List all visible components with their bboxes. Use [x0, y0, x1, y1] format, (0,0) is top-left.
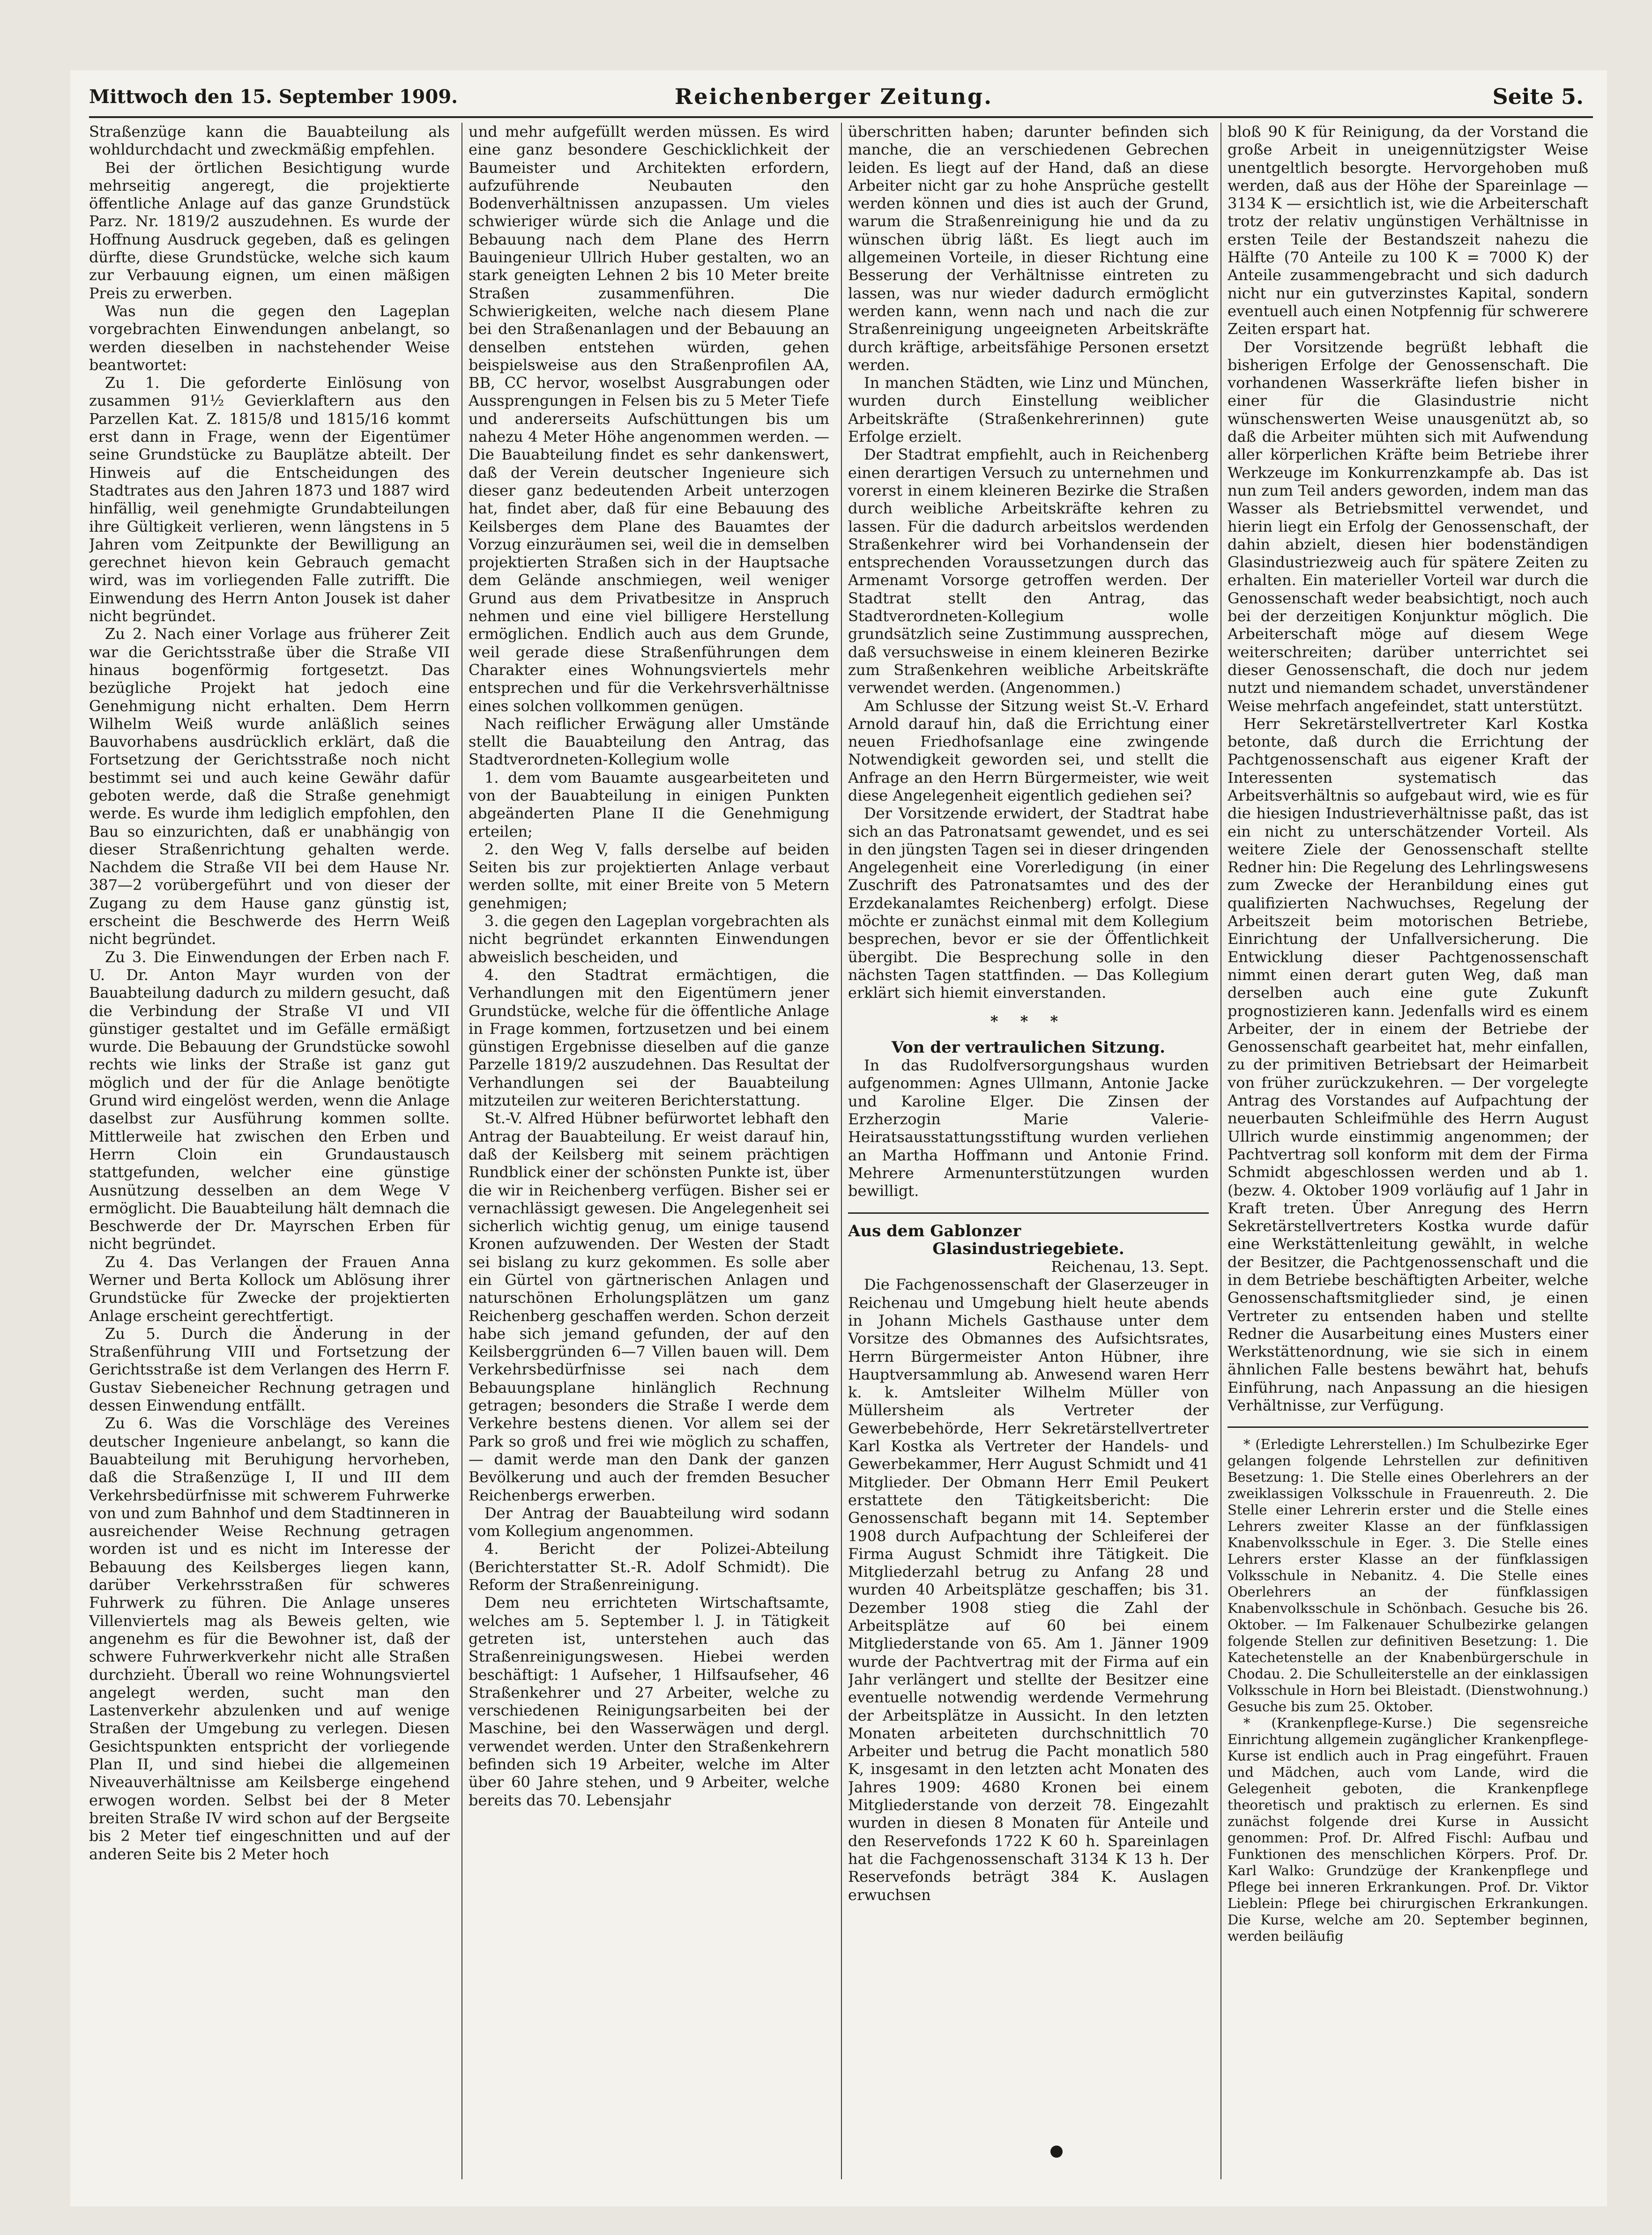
paragraph: Die Fachgenossenschaft der Glaserzeuger in Reichenau und Umgebung hielt heute abends in Johann Michels Gasthause unter dem Vorsitze des Obmannes des Aufsichtsrates, Herrn Bürgermeister Anton Hübner, ihre Hauptversammlung ab. Anwesend waren Herr k. k. Amtsleiter Wilhelm Müller von Müllersheim als Vertreter der Gewerbebehörde, Herr Sekretärstellvertreter Karl Kostka als Vertreter der Handels- und Gewerbekammer, Herr August Schmidt und 41 Mitglieder. Der Obmann Herr Emil Peukert erstattete den Tätigkeitsbericht: Die Genossenschaft begann mit 14. September 1908 durch Aufpachtung der Schleiferei der Firma August Schmidt ihre Tätigkeit. Die Mitgliederzahl betrug zu Anfang 28 und wurden 40 Arbeitsplätze geschaffen; bis 31. Dezember 1908 stieg die Zahl der Arbeitsplätze auf 60 bei einem Mitgliederstande von 65. Am 1. Jänner 1909 wurde der Pachtvertrag mit der Firma auf ein Jahr verlängert und stellte der Besitzer eine eventuelle notwendig werdende Vermehrung der Arbeitsplätze in Aussicht. In den letzten Monaten arbeiteten durchschnittlich 70 Arbeiter und betrug die Pacht monatlich 580 K, insgesamt in den letzten acht Monaten des Jahres 1909: 4680 Kronen bei einem Mitgliederstande von derzeit 78. Eingezahlt wurden in diesen 8 Monaten für Anteile und den Reservefonds 1722 K 60 h. Spareinlagen hat die Fachgenossenschaft 3134 K 13 h. Der Reservefonds beträgt 384 K. Auslagen erwuchsen: [848, 1276, 1209, 1904]
paragraph: Am Schlusse der Sitzung weist St.-V. Erhard Arnold darauf hin, daß die Errichtung einer neuen Friedhofsanlage eine zwingende Notwendigkeit geworden sei, und stellt die Anfrage an den Herrn Bürgermeister, wie weit diese Angelegenheit eigentlich gediehen sei?: [848, 697, 1209, 804]
paragraph: Zu 2. Nach einer Vorlage aus früherer Zeit war die Gerichtsstraße über die Straße VII hinaus bogenförmig fortgesetzt. Das bezügliche Projekt hat jedoch eine Genehmigung nicht erhalten. Dem Herrn Wilhelm Weiß wurde anläßlich seines Bauvorhabens ausdrücklich erklärt, daß die Fortsetzung der Gerichtsstraße noch nicht bestimmt sei und auch keine Gewähr dafür geboten werde, daß die Straße genehmigt werde. Es wurde ihm lediglich empfohlen, den Bau so einzurichten, daß er unabhängig von dieser Straßenrichtung gehalten werde. Nachdem die Straße VII bei dem Hause Nr. 387—2 vorübergeführt und von dieser der Zugang zu dem Hause ganz günstig ist, erscheint die Beschwerde des Herrn Weiß nicht begründet.: [89, 625, 450, 948]
paragraph: In manchen Städten, wie Linz und München, wurden durch Einstellung weiblicher Arbeitskräfte (Straßenkehrerinnen) gute Erfolge erzielt.: [848, 374, 1209, 446]
column-3: [848, 123, 1209, 2179]
section-separator: * * *: [990, 1012, 1067, 1030]
section-heading: Aus dem Gablonzer: [848, 1221, 1021, 1240]
paragraph: Der Antrag der Bauabteilung wird sodann vom Kollegium angenommen.: [469, 1504, 829, 1540]
paragraph: bloß 90 K für Reinigung, da der Vorstand die große Arbeit in uneigennützigster Weise unentgeltlich besorgte. Hervorgehoben muß werden, daß aus der Höhe der Spareinlage — 3134 K — ersichtlich ist, wie die Arbeiterschaft trotz der relativ ungünstigen Verhältnisse in ersten Teile der Bestandszeit nahezu die Hälfte (70 Anteile zu 100 K = 7000 K) der Anteile zusammengebracht und sich dadurch nicht nur ein gutverzinstes Kapital, sondern eventuell auch einen Notpfennig für schwerere Zeiten erspart hat.: [1228, 123, 1588, 338]
paragraph: Nach reiflicher Erwägung aller Umstände stellt die Bauabteilung den Antrag, das Stadtverordneten-Kollegium wolle: [469, 714, 829, 769]
paragraph: 4. den Stadtrat ermächtigen, die Verhandlungen mit den Eigentümern jener Grundstücke, welche für die öffentliche Anlage in Frage kommen, fortzusetzen und bei einem günstigen Ergebnisse dieselben auf die ganze Parzelle 1819/2 auszudehnen. Das Resultat der Verhandlungen sei der Bauabteilung mitzuteilen zur weiteren Berichterstattung.: [469, 965, 829, 1110]
paragraph: Herr Sekretärstellvertreter Karl Kostka betonte, daß durch die Errichtung der Pachtgenossenschaft aus eigener Kraft der Interessenten systematisch das Arbeitsverhältnis so aufgebaut wird, wie es für die hiesigen Industrieverhältnisse paßt, das ist ein nicht zu unterschätzender Vorteil. Als weitere Ziele der Genossenschaft stellte Redner hin: Die Regelung des Lehrlingswesens zum Zwecke der Heranbildung eines gut qualifizierten Nachwuchses, Regelung der Arbeitszeit beim motorischen Betriebe, Einrichtung der Unfallversicherung. Die Entwicklung dieser Pachtgenossenschaft nimmt einen derart guten Weg, daß man derselben auch eine gute Zukunft prognostizieren kann. Jedenfalls wird es einem Arbeiter, der in einem der Betriebe der Genossenschaft gearbeitet hat, mehr einfallen, zu der primitiven Betriebsart der Heimarbeit von früher zurückzukehren. — Der vorgelegte Antrag des Vorstandes auf Aufpachtung der neuerbauten Schleifmühle des Herrn August Ullrich wurde einstimmig angenommen; der Pachtvertrag soll konform mit dem der Firma Schmidt abgeschlossen werden und ab 1. (bezw. 4. Oktober 1909 vorläufig auf 1 Jahr in Kraft treten. Über Anregung des Herrn Sekretärstellvertreters Kostka wurde dafür eine Werkstättenleitung gewählt, in welche der Besitzer, die Pachtgenossenschaft und die in dem Betriebe beschäftigten Arbeiter, welche Genossenschaftsmitglieder sind, je einen Vertreter zu entsenden haben und stellte Redner die Ausarbeitung eines Musters einer Werkstättenordnung, wie sie sich in einem ähnlichen Falle bestens bewährt hat, behufs Einführung, nach Anpassung an die hiesigen Verhältnisse, zur Verfügung.: [1228, 714, 1588, 1415]
paragraph: Bei der örtlichen Besichtigung wurde mehrseitig angeregt, die projektierte öffentliche Anlage auf das ganze Grundstück Parz. Nr. 1819/2 auszudehnen. Es wurde der Hoffnung Ausdruck gegeben, daß es gelingen dürfte, diese Grundstücke, welche sich kaum zur Verbauung eignen, um einen mäßigen Preis zu erwerben.: [89, 158, 450, 302]
paragraph: überschritten haben; darunter befinden sich manche, die an verschiedenen Gebrechen leiden. Es liegt auf der Hand, daß an diese Arbeiter nicht gar zu hohe Ansprüche gestellt werden können und dies ist auch der Grund, warum die Straßenreinigung hie und da zu wünschen übrig läßt. Es liegt auch im allgemeinen Vorteile, in dieser Richtung eine Besserung der Verhältnisse eintreten zu lassen, was nur wieder dadurch ermöglicht werden kann, wenn nach und nach die zur Straßenreinigung ungeeigneten Arbeitskräfte durch kräftige, arbeitsfähige Personen ersetzt werden.: [848, 123, 1209, 374]
paragraph: 2. den Weg V, falls derselbe auf beiden Seiten bis zur projektierten Anlage verbaut werden sollte, mit einer Breite von 5 Metern genehmigen;: [469, 840, 829, 912]
header-rule: [89, 116, 1593, 118]
section-heading: Von der vertraulichen Sitzung.: [891, 1038, 1166, 1057]
paragraph: Zu 5. Durch die Änderung in der Straßenführung VIII und Fortsetzung der Gerichtsstraße ist dem Verlangen des Herrn F. Gustav Siebeneicher Rechnung getragen und dessen Einwendung entfällt.: [89, 1324, 450, 1415]
paragraph: Zu 4. Das Verlangen der Frauen Anna Werner und Berta Kollock um Ablösung ihrer Grundstücke für Zwecke der projektierten Anlage erscheint gerechtfertigt.: [89, 1253, 450, 1325]
paragraph: Dem neu errichteten Wirtschaftsamte, welches am 5. September l. J. in Tätigkeit getreten ist, unterstehen auch das Straßenreinigungswesen. Hiebei werden beschäftigt: 1 Aufseher, 1 Hilfsaufseher, 46 Straßenkehrer und 27 Arbeiter, welche zu verschiedenen Reinigungsarbeiten bei der Maschine, bei den Wasserwägen und dergl. verwendet werden. Unter den Straßenkehrern befinden sich 19 Arbeiter, welche im Alter über 60 Jahre stehen, und 9 Arbeiter, welche bereits das 70. Lebensjahr: [469, 1594, 829, 1809]
column-rule: [1220, 123, 1221, 2179]
paragraph: Zu 3. Die Einwendungen der Erben nach F. U. Dr. Anton Mayr wurden von der Bauabteilung dadurch zu mildern gesucht, daß die Verbindung der Straße VI und VII günstiger gestaltet und im Gefälle ermäßigt wurde. Die Bebauung der Grundstücke sowohl rechts wie links der Straße ist ganz gut möglich und der für die Anlage benötigte Grund wird eingelöst werden, wenn die Anlage daselbst zur Ausführung kommen sollte. Mittlerweile hat zwischen den Erben und Herrn Cloin ein Grundaustausch stattgefunden, welcher eine günstige Ausnützung desselben an dem Wege V ermöglicht. Die Bauabteilung hält demnach die Beschwerde der Dr. Mayrschen Erben für nicht begründet.: [89, 948, 450, 1253]
section-rule: [848, 1212, 1209, 1214]
paragraph: In das Rudolfversorgungshaus wurden aufgenommen: Agnes Ullmann, Antonie Jacke und Karoline Elger. Die Zinsen der Erzherzogin Marie Valerie-Heiratsausstattungsstiftung wurden verliehen an Martha Hoffmann und Antonie Frind. Mehrere Armenunterstützungen wurden bewilligt.: [848, 1056, 1209, 1200]
paragraph: und mehr aufgefüllt werden müssen. Es wird eine ganz besondere Geschicklichkeit der Baumeister und Architekten erfordern, aufzuführende Neubauten den Bodenverhältnissen anzupassen. Um vieles schwieriger würde sich die Anlage und die Bebauung nach dem Plane des Herrn Bauingenieur Ullrich Huber gestalten, wo an stark geneigten Lehnen 2 bis 10 Meter breite Straßen zusammenführen. Die Schwierigkeiten, welche nach diesem Plane bei den Straßenanlagen und der Bebauung an denselben entstehen würden, gehen beispielsweise aus den Straßenprofilen AA, BB, CC hervor, woselbst Ausgrabungen oder Aussprengungen in Felsen bis zu 5 Meter Tiefe und andererseits Aufschüttungen bis um nahezu 4 Meter Höhe angenommen werden. — Die Bauabteilung findet es sehr dankenswert, daß der Verein deutscher Ingenieure sich dieser ganz bedeutenden Arbeit unterzogen hat, findet aber, daß für eine Bebauung des Keilsberges dem Plane des Bauamtes der Vorzug einzuräumen sei, weil die in demselben projektierten Straßen sich in der Hauptsache dem Gelände anschmiegen, weil weniger Grund aus dem Privatbesitze in Anspruch nehmen und eine viel billigere Herstellung ermöglichen. Endlich auch aus dem Grunde, weil gerade diese Straßenführungen dem Charakter eines Wohnungsviertels mehr entsprechen und für die Verkehrsverhältnisse eines solchen vollkommen genügen.: [469, 123, 829, 715]
page-header: [89, 82, 1588, 115]
column-rule: [461, 123, 462, 2179]
paragraph: 3. die gegen den Lageplan vorgebrachten als nicht begründet erkannten Einwendungen abweislich bescheiden, und: [469, 912, 829, 966]
paragraph: Der Stadtrat empfiehlt, auch in Reichenberg einen derartigen Versuch zu unternehmen und vorerst in einem kleineren Bezirke die Straßen durch weibliche Arbeitskräfte kehren zu lassen. Für die dadurch arbeitslos werdenden Straßenkehrer wird bei Vorhandensein der entsprechenden Voraussetzungen durch das Armenamt Vorsorge getroffen werden. Der Stadtrat stellt den Antrag, das Stadtverordneten-Kollegium wolle grundsätzlich seine Zustimmung aussprechen, daß versuchsweise in einem kleineren Bezirke zum Straßenkehren weibliche Arbeitskräfte verwendet werden. (Angenommen.): [848, 446, 1209, 697]
page-number: Seite 5.: [1492, 84, 1584, 109]
news-item: * (Erledigte Lehrerstellen.) Im Schulbezirke Eger gelangen folgende Lehrstellen zur definitiven Besetzung: 1. Die Stelle eines Oberlehrers an der zweiklassigen Volksschule in Frauenreuth. 2. Die Stelle einer Lehrerin erster und die Stelle eines Lehrers zweiter Klasse an der fünfklassigen Knabenvolksschule in Eger. 3. Die Stelle eines Lehrers erster Klasse an der fünfklassigen Volksschule in Nebanitz. 4. Die Stelle eines Oberlehrers an der fünfklassigen Knabenvolksschule in Schönbach. Gesuche bis 26. Oktober. — Im Falkenauer Schulbezirke gelangen folgende Stellen zur definitiven Besetzung: 1. Die Katechetenstelle an der Knabenbürgerschule in Chodau. 2. Die Schulleiterstelle an der einklassigen Volksschule in Horn bei Bleistadt. (Dienstwohnung.) Gesuche bis zum 25. Oktober.: [1228, 1436, 1588, 1715]
paragraph: 4. Bericht der Polizei-Abteilung (Berichterstatter St.-R. Adolf Schmidt). Die Reform der Straßenreinigung.: [469, 1540, 829, 1594]
section-subheading: Glasindustriegebiete.: [932, 1239, 1124, 1258]
paragraph: Straßenzüge kann die Bauabteilung als wohldurchdacht und zweckmäßig empfehlen.: [89, 123, 450, 159]
section-rule: [1228, 1426, 1588, 1428]
column-2: [469, 123, 829, 2179]
dateline: Reichenau, 13. Sept.: [1051, 1258, 1209, 1276]
paragraph: St.-V. Alfred Hübner befürwortet lebhaft den Antrag der Bauabteilung. Er weist darauf hin, daß der Keilsberg mit seinem prächtigen Rundblick einer der schönsten Punkte ist, über die wir in Reichenberg verfügen. Bisher sei er vernachlässigt gewesen. Die Angelegenheit sei sicherlich wichtig genug, um einige tausend Kronen aufzuwenden. Der Westen der Stadt sei bislang zu kurz gekommen. Es solle aber ein Gürtel von gärtnerischen Anlagen und naturschönen Erholungsplätzen um ganz Reichenberg geschaffen werden. Schon derzeit habe sich jemand gefunden, der auf den Keilsberggründen 6—7 Villen bauen will. Dem Verkehrsbedürfnisse sei nach dem Bebauungsplane hinlänglich Rechnung getragen; besonders die Straße I werde dem Verkehre bestens dienen. Vor allem sei der Park so groß und frei wie möglich zu schaffen, — damit werde man den Dank der ganzen Bevölkerung und auch der fremden Besucher Reichenbergs erwerben.: [469, 1109, 829, 1504]
paragraph: Zu 1. Die geforderte Einlösung von zusammen 91½ Gevierklaftern aus den Parzellen Kat. Z. 1815/8 und 1815/16 kommt erst dann in Frage, wenn der Eigentümer seine Grundstücke zu Bauplätze abteilt. Der Hinweis auf die Entscheidungen des Stadtrates aus den Jahren 1873 und 1887 wird hinfällig, weil genehmigte Grundabteilungen ihre Gültigkeit verlieren, wenn längstens in 5 Jahren vom Zeitpunkte der Bewilligung an gerechnet hievon kein Gebrauch gemacht wird, was im vorliegenden Falle zutrifft. Die Einwendung des Herrn Anton Jousek ist daher nicht begründet.: [89, 374, 450, 625]
paragraph: Der Vorsitzende erwidert, der Stadtrat habe sich an das Patronatsamt gewendet, und es sei in den jüngsten Tagen sei in dieser dringenden Angelegenheit eine Vorerledigung (in einer Zuschrift des Patronatsamtes und des der Erzdekanalamtes Reichenberg) erfolgt. Diese möchte er zunächst einmal mit dem Kollegium besprechen, bevor er sie der Öffentlichkeit übergibt. Die Besprechung solle in den nächsten Tagen stattfinden. — Das Kollegium erklärt sich hiemit einverstanden.: [848, 804, 1209, 1002]
newspaper-title: Reichenberger Zeitung.: [675, 84, 993, 109]
paragraph: Der Vorsitzende begrüßt lebhaft die bisherigen Erfolge der Genossenschaft. Die vorhandenen Wasserkräfte liefen bisher in einer für die Glasindustrie nicht wünschenswerten Weise unausgenützt ab, so daß die Arbeiter mühten sich mit Aufwendung aller körperlichen Kräfte beim Betriebe ihrer Werkzeuge im Konkurrenzkampfe ab. Das ist nun zum Teil anders geworden, indem man das Wasser als Betriebsmittel verwendet, und hierin liegt ein Erfolg der Genossenschaft, der dahin abzielt, diesen hier bodenständigen Glasindustriezweig auch für spätere Zeiten zu erhalten. Ein materieller Vorteil war durch die Genossenschaft weder beabsichtigt, noch auch bei der derzeitigen Konjunktur möglich. Die Arbeiterschaft möge auf diesem Wege weiterschreiten; darüber unterrichtet sei dieser Genossenschaft, die doch nur jedem nutzt und niemandem schadet, unverständener Weise mehrfach angefeindet, statt unterstützt.: [1228, 338, 1588, 715]
paragraph: Zu 6. Was die Vorschläge des Vereines deutscher Ingenieure anbelangt, so kann die Bauabteilung mit Beruhigung hervorheben, daß die Straßenzüge I, II und III dem Verkehrsbedürfnisse mit schwerem Fuhrwerke von und zum Bahnhof und dem Stadtinneren in ausreichender Weise Rechnung getragen worden ist und es nicht im Interesse der Bebauung des Keilsberges liegen kann, darüber Verkehrsstraßen für schweres Fuhrwerk zu führen. Die Anlage unseres Villenviertels mag als Beweis gelten, wie angenehm es für die Bewohner ist, daß der schwere Fuhrwerkverkehr nicht alle Straßen durchzieht. Überall wo reine Wohnungsviertel angelegt werden, sucht man den Lastenverkehr abzulenken und auf wenige Straßen der Umgebung zu verlegen. Diesen Gesichtspunkten entspricht der vorliegende Plan II, und sind hiebei die allgemeinen Niveauverhältnisse am Keilsberge eingehend erwogen worden. Selbst bei der 8 Meter breiten Straße IV wird schon auf der Bergseite bis 2 Meter tief eingeschnitten und auf der anderen Seite bis 2 Meter hoch: [89, 1414, 450, 1863]
header-date: Mittwoch den 15. September 1909.: [89, 86, 458, 108]
column-rule: [841, 123, 842, 2179]
column-4: [1228, 123, 1588, 2179]
news-item: * (Krankenpflege-Kurse.) Die segensreiche Einrichtung allgemein zugänglicher Krankenpflege-Kurse ist endlich auch in Prag eingeführt. Frauen und Mädchen, auch vom Lande, wird die Gelegenheit geboten, die Krankenpflege theoretisch und praktisch zu erlernen. Es sind zunächst folgende drei Kurse in Aussicht genommen: Prof. Dr. Alfred Fischl: Aufbau und Funktionen des menschlichen Körpers. Prof. Dr. Karl Walko: Grundzüge der Krankenpflege und Pflege bei inneren Erkrankungen. Prof. Dr. Viktor Lieblein: Pflege bei chirurgischen Erkrankungen. Die Kurse, welche am 20. September beginnen, werden beiläufig: [1228, 1715, 1588, 1945]
column-1: [89, 123, 450, 2179]
paragraph: 1. dem vom Bauamte ausgearbeiteten und von der Bauabteilung in einigen Punkten abgeänderten Plane II die Genehmigung erteilen;: [469, 768, 829, 840]
ink-dot: [1050, 2146, 1063, 2158]
paragraph: Was nun die gegen den Lageplan vorgebrachten Einwendungen anbelangt, so werden dieselben in nachstehender Weise beantwortet:: [89, 302, 450, 374]
